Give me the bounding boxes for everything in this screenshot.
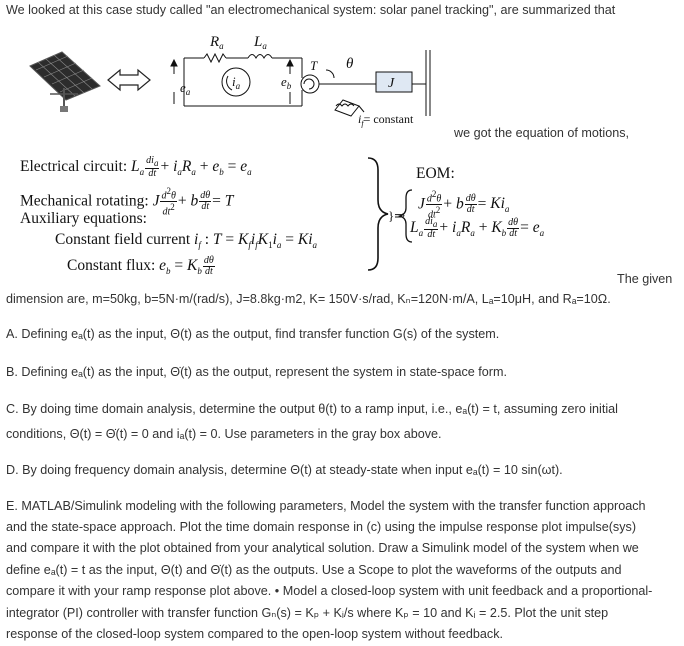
svg-text:La: $L_a$ [254,34,267,51]
mechanical-rotating-equation: Mechanical rotating: J $\frac{d^2\theta}{dt^2}$ + b $\frac{d\theta}{dt}$ = T [20,186,234,218]
auxiliary-equations-label: Auxiliary equations: [20,210,147,227]
svg-text:ia: $i_a$ [232,74,241,91]
question-e-line7: response of the closed-loop system compared to the open-loop system without feedback. [6,627,504,641]
svg-text:θ: θ [346,56,354,72]
svg-text:T: T [310,58,318,73]
field-current-equation: Constant field current $i_f$ : $T = K_fi_fK_1i_a = Ki_a$ [55,231,318,251]
question-d: D. By doing frequency domain analysis, determine Θ(t) at steady-state when input eₐ(t) = 10 sin(ωt). [6,463,563,477]
eom-mechanical-equation: J $\frac{d^2\theta}{dt^2}$ + b $\frac{d\theta}{dt}$ = $Ki_a$ [418,189,510,221]
svg-text:}⇒: }⇒ [388,208,406,223]
dimension-text: dimension are, m=50kg, b=5N·m/(rad/s), J=8.8kg·m2, K= 150V·s/rad, Kₙ=120N·m/A, Lₐ=10μH, and Rₐ=10Ω. [6,292,611,306]
question-e-line1: E. MATLAB/Simulink modeling with the following parameters, Model the system with the transfer function approach [6,499,646,513]
svg-text:ea: $e_a$ [180,80,191,97]
question-e-line4: define eₐ(t) = t as the input, Θ(t) and Θ̇(t) as the outputs. Use a Scope to plot the waveforms of the outputs and [6,563,622,577]
motion-text: we got the equation of motions, [454,126,630,140]
svg-text:if= constant: $i_f=$ constant [358,112,414,128]
question-c-line1: C. By doing time domain analysis, determine the output θ(t) to a ramp input, i.e., eₐ(t) = t, assuming zero initial [6,402,618,416]
svg-text:J: J [388,76,395,91]
electrical-circuit-equation: Electrical circuit: $L_a$ $\frac{di_a}{dt}$ + $i_aR_a + e_b = e_a$ [20,155,252,179]
question-e-line5: compare it with your ramp response plot above. • Model a closed-loop system with unit feedback and a proportional- [6,584,653,598]
eom-electrical-equation: $L_a$ $\frac{di_a}{dt}$ + $i_aR_a + K_b$ $\frac{d\theta}{dt}$ = $e_a$ [410,216,545,240]
flux-equation: Constant flux: $e_b = K_b$ $\frac{d\theta}{dt}$ [67,255,214,277]
question-c-line2: conditions, Θ(t) = Θ̇(t) = 0 and iₐ(t) = 0. Use parameters in the gray box above. [6,427,442,441]
double-arrow-icon [108,70,150,90]
svg-text:Ra: $R_a$ [210,34,224,51]
solar-panel-icon [30,52,100,112]
svg-text:eb: $e_b$ [281,74,292,91]
question-e-line3: and compare it with the plot obtained from your analytical solution. Draw a Simulink model of the system when we [6,541,639,555]
eom-label: EOM: [416,165,455,182]
question-e-line2: and the state-space approach. Plot the time domain response in (c) using the impulse response plot impulse(sys) [6,520,637,534]
intro-text: We looked at this case study called "an electromechanical system: solar panel tracking", are summarized that [6,3,616,17]
question-e-line6: integrator (PI) controller with transfer function Gₙ(s) = Kₚ + Kᵢ/s where Kₚ = 10 and Kᵢ = 2.5. Plot the unit step [6,606,609,620]
question-b: B. Defining eₐ(t) as the input, Θ̇(t) as the output, represent the system in state-space form. [6,365,507,379]
question-a: A. Defining eₐ(t) as the input, Θ(t) as the output, find transfer function G(s) of the system. [6,327,500,341]
given-text: The given [617,272,673,286]
